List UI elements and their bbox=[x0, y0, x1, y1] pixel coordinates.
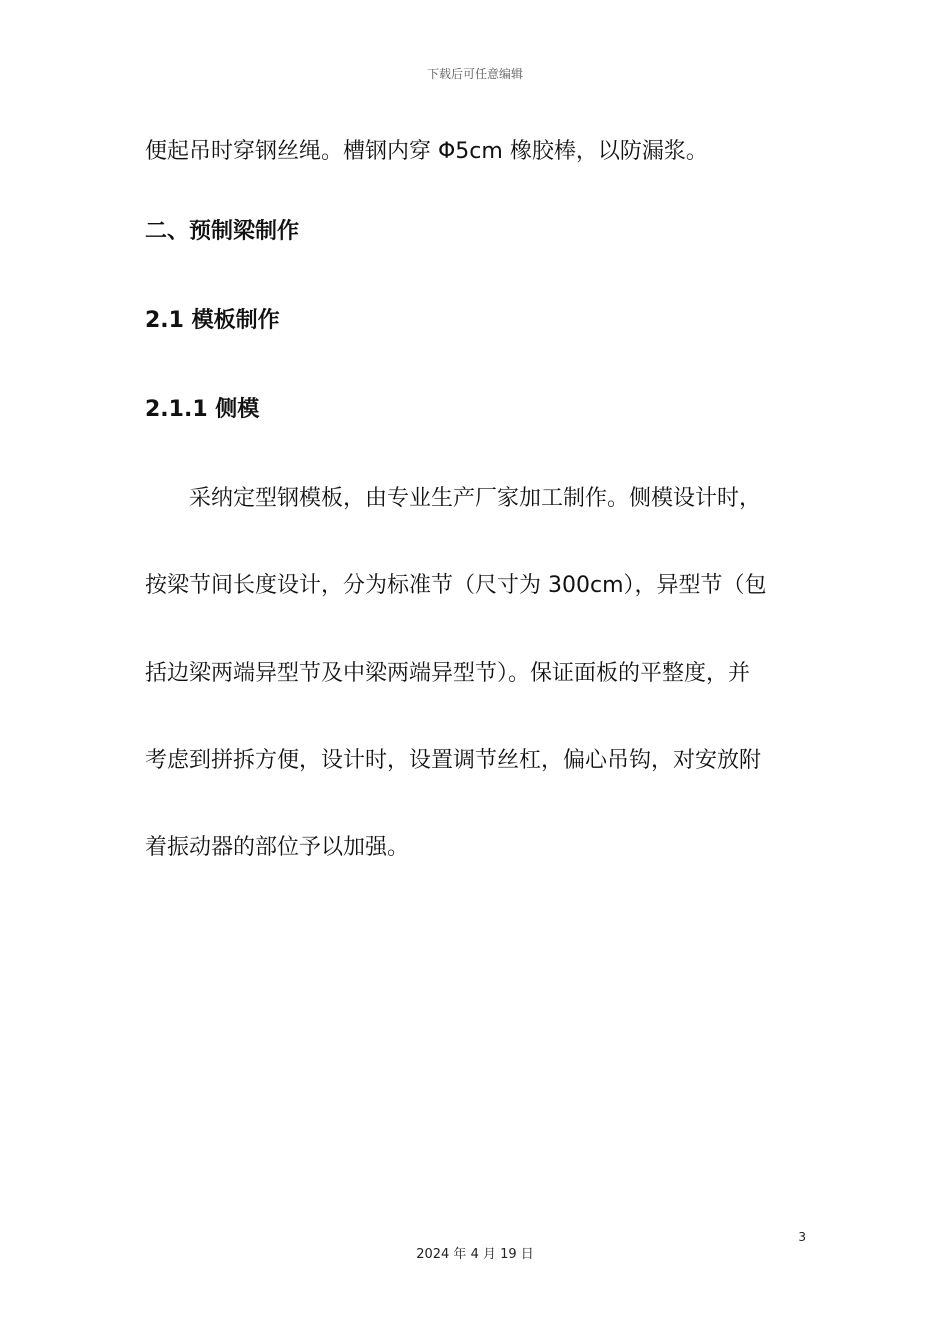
footer-date: 2024 年 4 月 19 日 bbox=[416, 1247, 534, 1262]
header-note: 下载后可任意编辑 bbox=[426, 67, 523, 81]
subsection-heading: 2.1 模板制作 bbox=[145, 308, 280, 333]
paragraph-line: 按梁节间长度设计，分为标准节（尺寸为 300cm），异型节（包 bbox=[145, 573, 767, 598]
section-heading: 二、预制梁制作 bbox=[145, 219, 300, 244]
paragraph-line: 着振动器的部位予以加强。 bbox=[145, 835, 410, 860]
paragraph-line: 采纳定型钢模板，由专业生产厂家加工制作。侧模设计时， bbox=[189, 486, 762, 511]
paragraph-line: 考虑到拼拆方便，设计时，设置调节丝杠，偏心吊钩，对安放附 bbox=[145, 748, 762, 773]
subsubsection-heading: 2.1.1 侧模 bbox=[145, 397, 260, 422]
paragraph-line: 括边梁两端异型节及中梁两端异型节）。保证面板的平整度，并 bbox=[145, 661, 751, 686]
page-number: 3 bbox=[798, 1230, 806, 1244]
body-line-continuation: 便起吊时穿钢丝绳。槽钢内穿 Φ5cm 橡胶棒，以防漏浆。 bbox=[145, 139, 708, 164]
